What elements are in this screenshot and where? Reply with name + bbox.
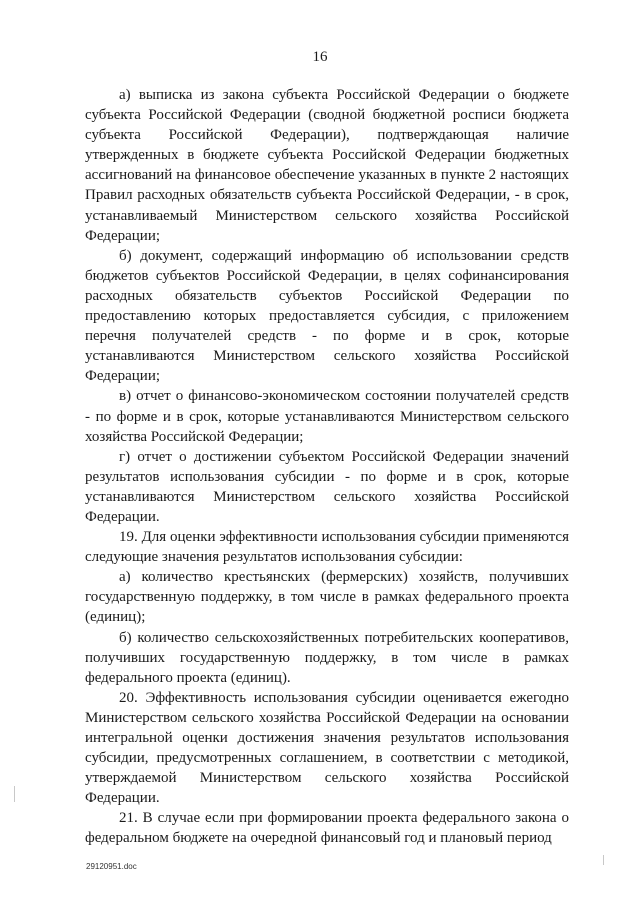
scan-margin-mark-right	[603, 855, 604, 865]
paragraph-18a: а) выписка из закона субъекта Российской Федерации о бюджете субъекта Российской Федерации (сводной бюджетной росписи бюджета субъекта Российской Федерации), подтверждающая наличие утвержденных в бюджете субъекта Российской Федерации бюджетных ассигнований на финансовое обеспечение указанных в пункте 2 настоящих Правил расходных обязательств субъекта Российской Федерации, - в срок, устанавливаемый Министерством сельского хозяйства Российской Федерации;	[85, 87, 569, 244]
document-body	[85, 85, 569, 849]
paragraph-18g: г) отчет о достижении субъектом Российской Федерации значений результатов использования субсидии - по форме и в срок, которые устанавливаются Министерством сельского хозяйства Российской Федерации.	[85, 448, 569, 525]
footer-filename: 29120951.doc	[86, 862, 137, 871]
paragraph-19a: а) количество крестьянских (фермерских) хозяйств, получивших государственную поддержку, в том числе в рамках федерального проекта (единиц);	[85, 569, 569, 626]
paragraph-18v: в) отчет о финансово-экономическом состоянии получателей средств - по форме и в срок, которые устанавливаются Министерством сельского хозяйства Российской Федерации;	[85, 388, 569, 445]
scan-margin-mark-left	[14, 786, 15, 802]
paragraph-21: 21. В случае если при формировании проекта федерального закона о федеральном бюджете на очередной финансовый год и плановый период	[85, 810, 569, 847]
paragraph-20: 20. Эффективность использования субсидии оценивается ежегодно Министерством сельского хозяйства Российской Федерации на основании интегральной оценки достижения значения результатов использования субсидии, предусмотренных соглашением, в соответствии с методикой, утверждаемой Министерством сельского хозяйства Российской Федерации.	[85, 689, 569, 807]
paragraph-19: 19. Для оценки эффективности использования субсидии применяются следующие значения результатов использования субсидии:	[85, 529, 569, 566]
page-number: 16	[312, 49, 328, 65]
paragraph-19b: б) количество сельскохозяйственных потребительских кооперативов, получивших государственную поддержку, в том числе в рамках федерального проекта (единиц).	[85, 629, 569, 686]
paragraph-18b: б) документ, содержащий информацию об использовании средств бюджетов субъектов Российской Федерации, в целях софинансирования расходных обязательств субъектов Российской Федерации по предоставлению которых предоставляется субсидия, с приложением перечня получателей средств - по форме и в срок, которые устанавливаются Министерством сельского хозяйства Российской Федерации;	[85, 247, 569, 385]
